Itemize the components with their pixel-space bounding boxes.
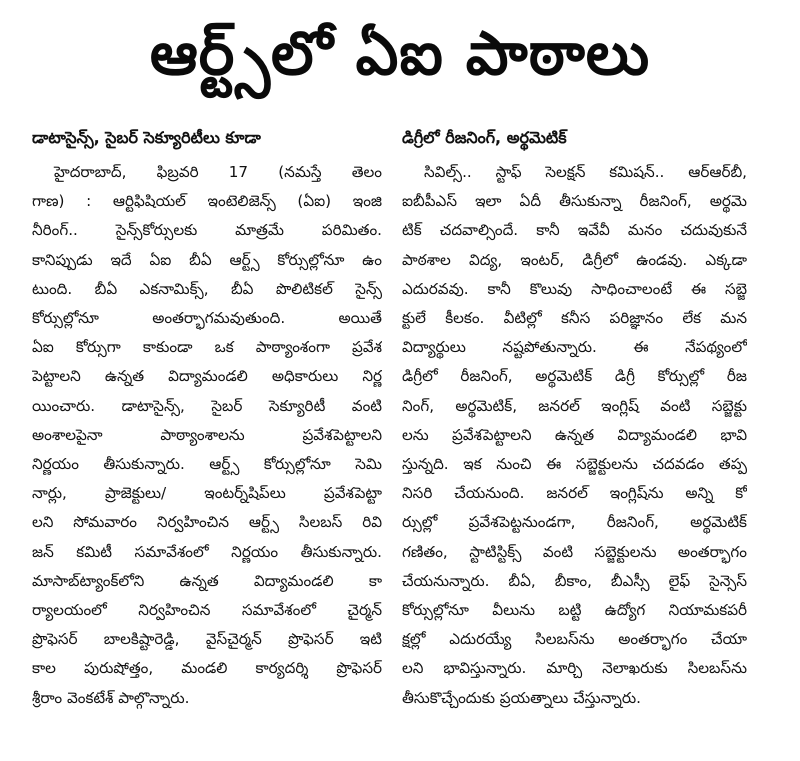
- body-line: డిగ్రీలో రీజనింగ్, అర్థమెటిక్ డిగ్రీ కోర్సుల్లో రీజ: [402, 367, 747, 386]
- body-line: కానిప్పుడు ఇదే ఏఐ బీఏ ఆర్ట్స్ కోర్సుల్లోనూ ఉం: [32, 250, 382, 269]
- body-line: లని సోమవారం నిర్వహించిన ఆర్ట్స్ సిలబస్ రివి: [32, 513, 382, 532]
- body-line: కాల పురుషోత్తం, మండలి కార్యదర్శి ప్రొఫెసర్: [32, 659, 382, 678]
- body-line: తీసుకొచ్చేందుకు ప్రయత్నాలు చేస్తున్నారు.: [402, 688, 642, 707]
- left-body: [32, 158, 382, 713]
- headline: ఆర్ట్స్‌లో ఏఐ పాఠాలు: [149, 19, 651, 89]
- body-line: ర్యాలయంలో నిర్వహించిన సమావేశంలో చైర్మన్: [32, 601, 382, 620]
- body-line: ఐబీపీఎస్ ఇలా ఏదీ తీసుకున్నా రీజనింగ్, అర్థమె: [402, 192, 747, 211]
- right-subheading: డిగ్రీలో రీజనింగ్, అర్థమెటిక్: [402, 128, 567, 147]
- body-line: గాణ) : ఆర్టిఫిషియల్ ఇంటెలిజెన్స్ (ఏఐ) ఇంజి: [32, 192, 382, 211]
- left-column: [32, 126, 382, 713]
- body-line: క్టులే కీలకం. వీటిల్లో కనీస పరిజ్ఞానం లేక మన: [402, 309, 747, 328]
- body-line: టుంది. బీఏ ఎకనామిక్స్, బీఏ పొలిటికల్ సైన్స్: [32, 279, 382, 298]
- body-line: నార్లు, ప్రాజెక్టులు/ ఇంటర్న్‌షిప్‌లు ప్రవేశపెట్టా: [32, 484, 382, 503]
- body-line: గణితం, స్టాటిస్టిక్స్ వంటి సబ్జెక్టులను అంతర్భాగం: [402, 542, 747, 561]
- body-line: ఏఐ కోర్సుగా కాకుండా ఒక పాఠ్యాంశంగా ప్రవేశ: [32, 338, 382, 357]
- body-line: నింగ్, అర్థమెటిక్, జనరల్ ఇంగ్లిష్ వంటి సబ్జెక్టు: [402, 396, 747, 415]
- body-line: పాఠశాల విద్య, ఇంటర్, డిగ్రీలో ఉండవు. ఎక్కడా: [402, 250, 747, 269]
- right-column: [402, 126, 747, 713]
- body-line: పెట్టాలని ఉన్నత విద్యామండలి అధికారులు నిర్ణ: [32, 367, 382, 386]
- body-line: ఎదురవవు. కానీ కొలువు సాధించాలంటే ఈ సబ్జె: [402, 279, 747, 298]
- body-line: నీరింగ్.. సైన్స్‌కోర్సులకు మాత్రమే పరిమితం.: [32, 221, 382, 240]
- body-line: హైదరాబాద్, ఫిబ్రవరి 17 (నమస్తే తెలం: [54, 163, 382, 181]
- body-line: చేయనున్నారు. బీఏ, బీకాం, బీఎస్సీ లైఫ్ సైన్సెస్: [402, 571, 747, 590]
- body-line: క్షల్లో ఎదురయ్యే సిలబస్‌ను అంతర్భాగం చేయా: [402, 630, 747, 649]
- body-line: అంశాలపైనా పాఠ్యాంశాలను ప్రవేశపెట్టాలని: [32, 425, 382, 444]
- body-line: ర్సుల్లో ప్రవేశపెట్టనుండగా, రీజనింగ్, అర్థమెటిక్: [402, 513, 747, 532]
- body-line: కోర్సుల్లోనూ వీలును బట్టి ఉద్యోగ నియామకపరీ: [402, 601, 747, 620]
- left-subheading: డాటాసైన్స్, సైబర్ సెక్యూరిటీలు కూడా: [32, 128, 261, 147]
- body-line: సివిల్స్.. స్టాఫ్ సెలక్షన్ కమిషన్.. ఆర్‌ఆర్‌బీ,: [424, 163, 747, 181]
- body-line: స్తున్నది. ఇక నుంచి ఈ సబ్జెక్టులను చదవడం తప్ప: [402, 455, 747, 474]
- body-line: నిసరి చేయనుంది. జనరల్ ఇంగ్లిష్‌ను అన్ని కో: [402, 484, 747, 503]
- body-line: కోర్సుల్లోనూ అంతర్భాగమవుతుంది. అయితే: [32, 309, 382, 328]
- body-line: శ్రీరాం వెంకటేశ్ పాల్గొన్నారు.: [32, 688, 190, 707]
- body-line: జన్ కమిటీ సమావేశంలో నిర్ణయం తీసుకున్నారు.: [32, 542, 382, 561]
- right-body: [402, 158, 747, 713]
- body-line: ప్రొఫెసర్ బాలకిష్టారెడ్డి, వైస్‌చైర్మన్ ప్రొఫెసర్ ఇటి: [32, 630, 382, 649]
- body-line: మాసాబ్‌ట్యాంక్‌లోని ఉన్నత విద్యామండలి కా: [32, 571, 382, 590]
- body-line: టిక్ చదవాల్సిందే. కానీ ఇవేవీ మనం చదువుకునే: [402, 221, 747, 240]
- body-line: నిర్ణయం తీసుకున్నారు. ఆర్ట్స్ కోర్సుల్లోనూ సెమి: [32, 455, 382, 474]
- body-line: లని భావిస్తున్నారు. మార్చి నెలాఖరుకు సిలబస్‌ను: [402, 659, 747, 678]
- body-line: లను ప్రవేశపెట్టాలని ఉన్నత విద్యామండలి భావి: [402, 425, 747, 444]
- body-line: విద్యార్థులు నష్టపోతున్నారు. ఈ నేపథ్యంలో: [402, 338, 747, 357]
- body-line: యించారు. డాటాసైన్స్, సైబర్ సెక్యూరిటీ వంటి: [32, 396, 382, 415]
